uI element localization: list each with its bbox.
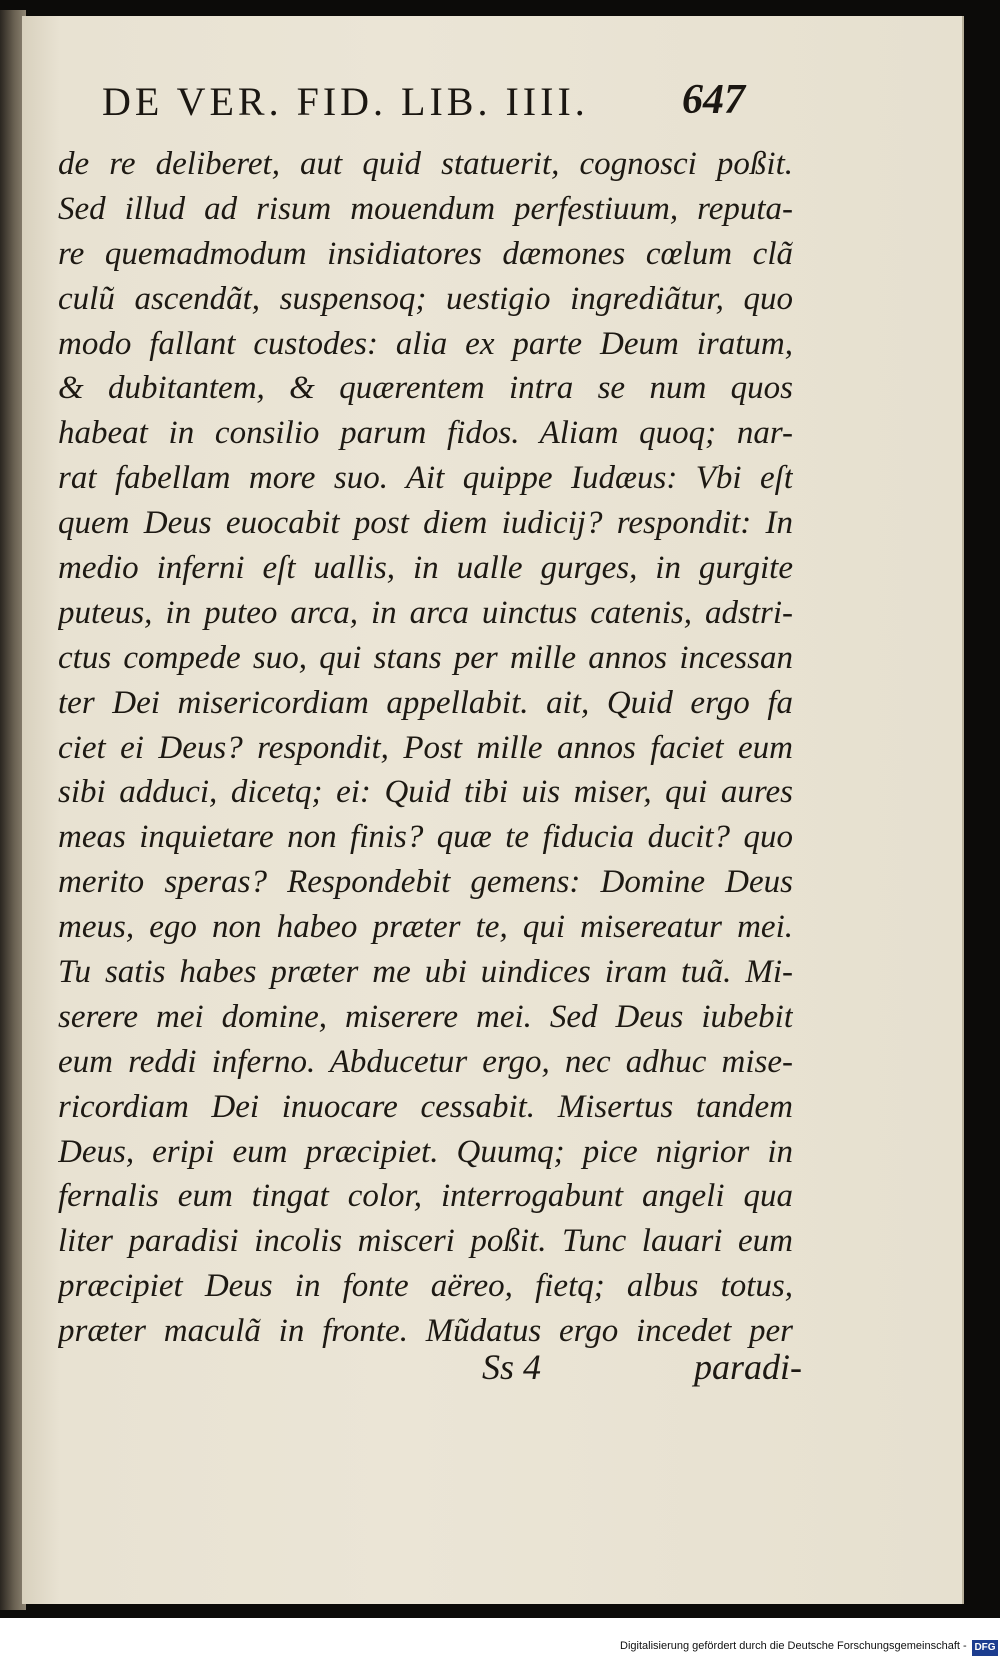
page-footer-line bbox=[482, 1346, 802, 1396]
text-line: rat fabellam more suo. Ait quippe Iudæus: Vbi eſt bbox=[58, 460, 793, 497]
text-line: merito speras? Respondebit gemens: Domine Deus bbox=[58, 864, 793, 901]
text-line: & dubitantem, & quærentem intra se num quos bbox=[58, 370, 793, 407]
text-line: habeat in consilio parum fidos. Aliam quoq; nar- bbox=[58, 415, 793, 452]
text-line: quem Deus euocabit post diem iudicij? respondit: In bbox=[58, 505, 793, 542]
text-line: meas inquietare non finis? quæ te fiducia ducit? quo bbox=[58, 819, 793, 856]
text-line: Deus, eripi eum præcipiet. Quumq; pice nigrior in bbox=[58, 1133, 793, 1170]
text-line: re quemadmodum insidiatores dæmones cœlum clã bbox=[58, 235, 793, 272]
text-line: meus, ego non habeo præter te, qui misereatur mei. bbox=[58, 909, 793, 946]
digitization-credit: Digitalisierung gefördert durch die Deutsche Forschungsgemeinschaft - bbox=[620, 1640, 967, 1652]
text-line: Sed illud ad risum mouendum perfestiuum, reputa- bbox=[58, 190, 793, 227]
text-line: serere mei domine, miserere mei. Sed Deus iubebit bbox=[58, 998, 793, 1035]
text-line: præcipiet Deus in fonte aëreo, fietq; albus totus, bbox=[58, 1268, 793, 1305]
text-line: fernalis eum tingat color, interrogabunt angeli qua bbox=[58, 1178, 793, 1215]
text-line: medio inferni eſt uallis, in ualle gurges, in gurgite bbox=[58, 550, 793, 587]
text-line: Tu satis habes præter me ubi uindices iram tuã. Mi- bbox=[58, 954, 793, 991]
text-line: ctus compede suo, qui stans per mille annos incessan bbox=[58, 639, 793, 676]
dfg-logo: DFG bbox=[972, 1640, 998, 1656]
page-number: 647 bbox=[682, 77, 745, 123]
text-line: eum reddi inferno. Abducetur ergo, nec adhuc mise- bbox=[58, 1043, 793, 1080]
text-line: præter maculã in fronte. Mũdatus ergo incedet per bbox=[58, 1313, 793, 1350]
text-line: sibi adduci, dicetq; ei: Quid tibi uis miser, qui aures bbox=[58, 774, 793, 811]
text-line: liter paradisi incolis misceri poßit. Tunc lauari eum bbox=[58, 1223, 793, 1260]
text-line: ricordiam Dei inuocare cessabit. Misertus tandem bbox=[58, 1088, 793, 1125]
book-page bbox=[22, 16, 964, 1604]
catchword: paradi- bbox=[694, 1347, 802, 1387]
text-line: puteus, in puteo arca, in arca uinctus catenis, adstri- bbox=[58, 594, 793, 631]
text-line: ter Dei misericordiam appellabit. ait, Quid ergo fa bbox=[58, 684, 793, 721]
running-head: DE VER. FID. LIB. IIII. bbox=[102, 79, 589, 124]
text-line: modo fallant custodes: alia ex parte Deum iratum, bbox=[58, 325, 793, 362]
text-line: ciet ei Deus? respondit, Post mille annos faciet eum bbox=[58, 729, 793, 766]
signature-mark: Ss 4 bbox=[482, 1347, 542, 1387]
text-line: de re deliberet, aut quid statuerit, cognosci poßit. bbox=[58, 146, 793, 182]
body-text bbox=[58, 142, 793, 1354]
text-line: culũ ascendãt, suspensoq; uestigio ingrediãtur, quo bbox=[58, 280, 793, 317]
